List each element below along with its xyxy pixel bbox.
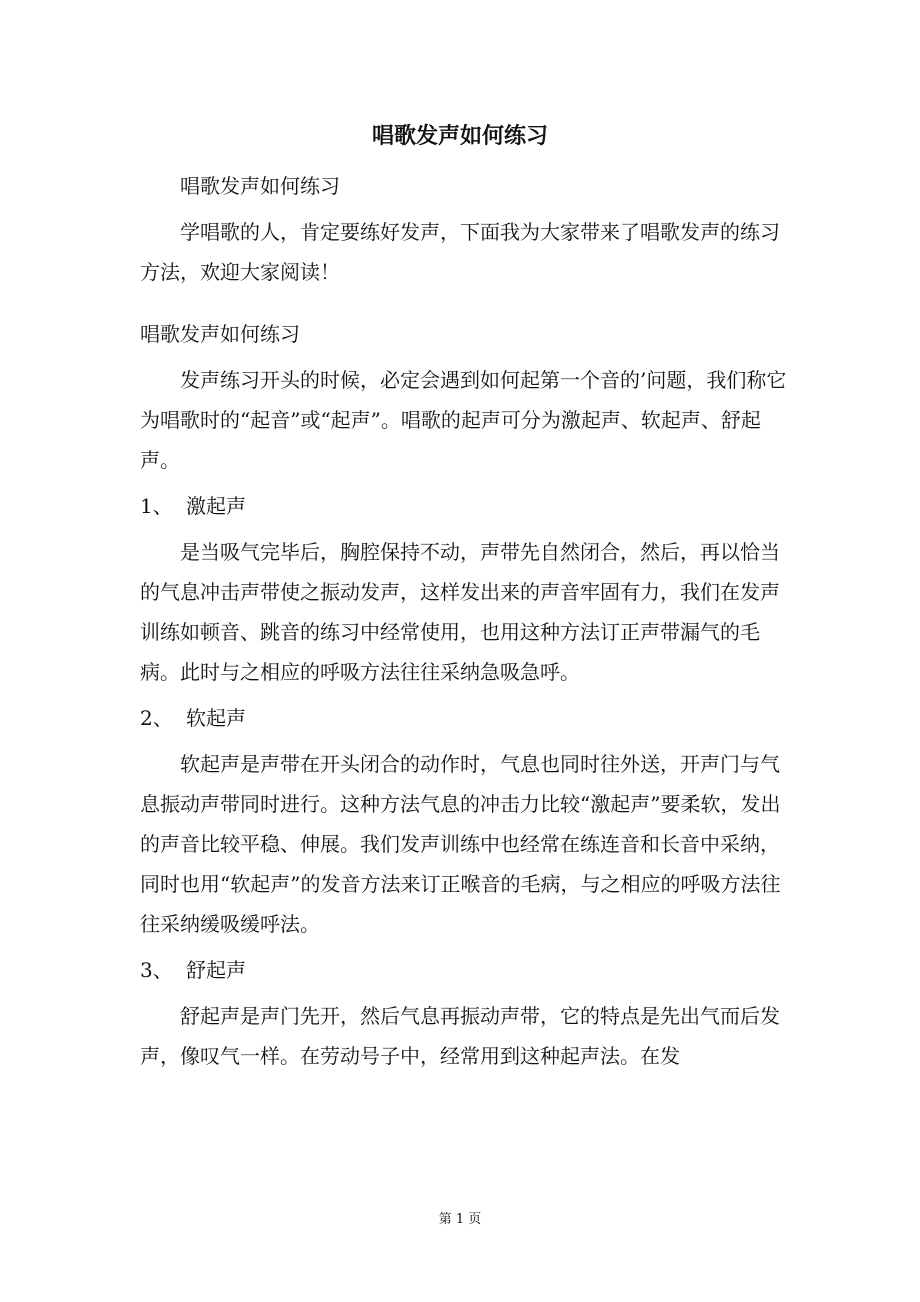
list-item-number: 1、 [140, 494, 173, 518]
list-item-paragraph: 软起声是声带在开头闭合的动作时，气息也同时往外送，开声门与气息振动声带同时进行。这种方法气息的冲击力比较“激起声”要柔软，发出的声音比较平稳、伸展。我们发声训练中也经常在练连音和长音中采纳，同时也用“软起声”的发音方法来订正喉音的毛病，与之相应的呼吸方法往往采纳缓吸缓呼法。 [140, 752, 781, 936]
list-item-number: 3、 [140, 958, 173, 982]
list-item-paragraph: 舒起声是声门先开，然后气息再振动声带，它的特点是先出气而后发声，像叹气一样。在劳动号子中，经常用到这种起声法。在发 [140, 1004, 780, 1068]
list-item-label: 软起声 [186, 706, 246, 730]
intro-paragraph: 学唱歌的人，肯定要练好发声，下面我为大家带来了唱歌发声的练习方法，欢迎大家阅读！ [140, 220, 780, 284]
document-title: 唱歌发声如何练习 [371, 123, 548, 149]
list-item-label: 激起声 [186, 494, 246, 518]
list-item-number: 2、 [140, 706, 173, 730]
list-item-heading [140, 698, 790, 738]
list-item-paragraph: 是当吸气完毕后，胸腔保持不动，声带先自然闭合，然后，再以恰当的气息冲击声带使之振动发声，这样发出来的声音牢固有力，我们在发声训练如顿音、跳音的练习中经常使用，也用这种方法订正声带漏气的毛病。此时与之相应的呼吸方法往往采纳急吸急呼。 [140, 540, 780, 684]
section-heading: 唱歌发声如何练习 [140, 322, 300, 346]
paragraph-onset-intro: 发声练习开头的时候，必定会遇到如何起第一个音的’问题，我们称它为唱歌时的“起音”或“起声”。唱歌的起声可分为激起声、软起声、舒起声。 [140, 368, 787, 472]
list-item-heading [140, 950, 790, 990]
subtitle: 唱歌发声如何练习 [180, 174, 340, 198]
page-number: 第 1 页 [438, 1212, 482, 1227]
list-item-heading [140, 486, 790, 526]
list-item-label: 舒起声 [186, 958, 246, 982]
document-body [140, 166, 790, 1076]
